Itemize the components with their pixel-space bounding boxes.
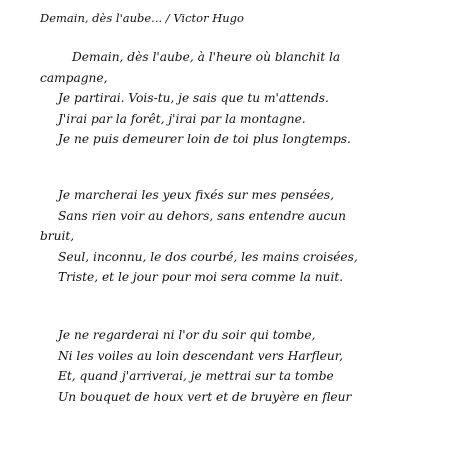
- poem-line: J'irai par la forêt, j'irai par la montagne.: [58, 111, 306, 126]
- poem-line: Un bouquet de houx vert et de bruyère en fleur: [58, 389, 352, 404]
- stanza-2: [40, 185, 440, 288]
- poem-line: Demain, dès l'aube, à l'heure où blanchit la: [72, 50, 341, 64]
- poem-line: Je ne puis demeurer loin de toi plus longtemps.: [58, 132, 351, 146]
- poem-title: Demain, dès l'aube... / Victor Hugo: [40, 11, 244, 25]
- stanza-3: [40, 325, 440, 407]
- poem-line: Triste, et le jour pour moi sera comme la nuit.: [58, 270, 344, 284]
- poem-line: campagne,: [40, 70, 108, 85]
- stanza-1: [40, 47, 440, 150]
- poem-line: Seul, inconnu, le dos courbé, les mains croisées,: [58, 249, 358, 264]
- poem-line: Je partirai. Vois-tu, je sais que tu m'attends.: [58, 91, 329, 105]
- poem-line: Je marcherai les yeux fixés sur mes pensées,: [58, 188, 335, 202]
- poem-line: Sans rien voir au dehors, sans entendre aucun: [58, 208, 346, 223]
- poem-line: Je ne regarderai ni l'or du soir qui tombe,: [58, 328, 316, 342]
- poem-line: Ni les voiles au loin descendant vers Harfleur,: [58, 348, 344, 363]
- poem-line: bruit,: [40, 229, 75, 243]
- poem-line: Et, quand j'arriverai, je mettrai sur ta tombe: [58, 369, 334, 383]
